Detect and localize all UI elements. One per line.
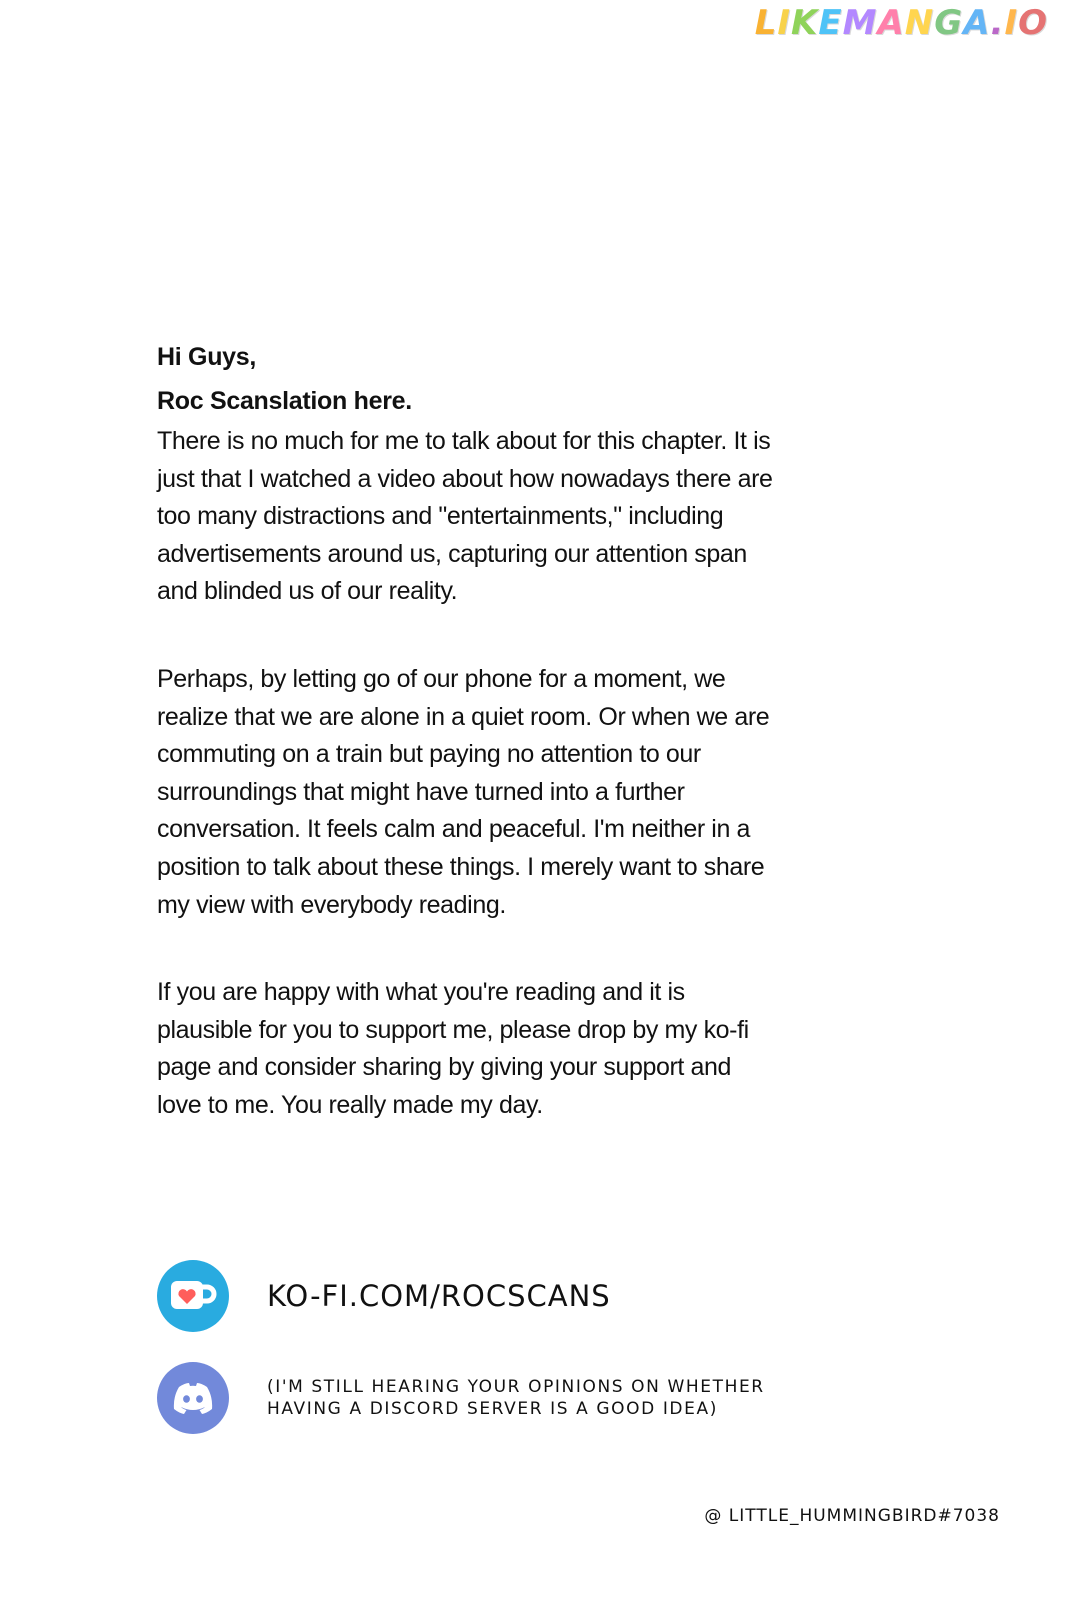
paragraph-2: Perhaps, by letting go of our phone for a moment, we realize that we are alone in a quiet room. Or when we are commuting on a train but paying no attention to our surroundings that might have turned into a further conversation. It feels calm and peaceful. I'm neither in a position to talk about these things. I merely want to share my view with everybody reading. xyxy=(157,664,770,919)
watermark-letter: I xyxy=(777,3,792,43)
discord-note-line-1: (I'M STILL HEARING YOUR OPINIONS ON WHETHER xyxy=(267,1377,765,1397)
watermark-letter: O xyxy=(1018,3,1048,43)
paragraph-3: If you are happy with what you're reading and it is plausible for you to support me, please drop by my ko-fi page and consider sharing by giving your support and love to me. You really made my day. xyxy=(157,978,749,1119)
watermark-letter: A xyxy=(877,3,905,43)
watermark-letter: A xyxy=(963,3,991,43)
greeting-line: Hi Guys, xyxy=(157,343,257,371)
discord-note xyxy=(267,1376,765,1420)
kofi-link-row[interactable] xyxy=(157,1260,611,1332)
watermark-letter: G xyxy=(934,3,964,43)
discord-logo-icon[interactable] xyxy=(157,1362,229,1434)
watermark-letter: E xyxy=(818,3,843,43)
site-watermark xyxy=(755,0,1048,46)
kofi-url-link[interactable]: KO-FI.COM/ROCSCANS xyxy=(267,1279,611,1313)
watermark-letter: I xyxy=(1004,3,1019,43)
watermark-letter: . xyxy=(990,3,1005,43)
paragraph-1: There is no much for me to talk about for this chapter. It is just that I watched a video about how nowadays there are too many distractions and "entertainments," including advertisements around us, capturing our attention span and blinded us of our reality. xyxy=(157,427,773,606)
watermark-letter: L xyxy=(754,3,778,43)
discord-row xyxy=(157,1362,765,1434)
discord-note-line-2: HAVING A DISCORD SERVER IS A GOOD IDEA) xyxy=(267,1399,718,1419)
watermark-letter: K xyxy=(791,3,819,43)
greeting-signature: Roc Scanslation here. xyxy=(157,387,412,415)
watermark-letter: N xyxy=(904,3,935,43)
translator-note xyxy=(157,335,777,1125)
kofi-cup-heart-icon[interactable] xyxy=(157,1260,229,1332)
artist-credit: @ LITTLE_HUMMINGBIRD#7038 xyxy=(704,1506,1000,1526)
watermark-letter: M xyxy=(842,3,878,43)
